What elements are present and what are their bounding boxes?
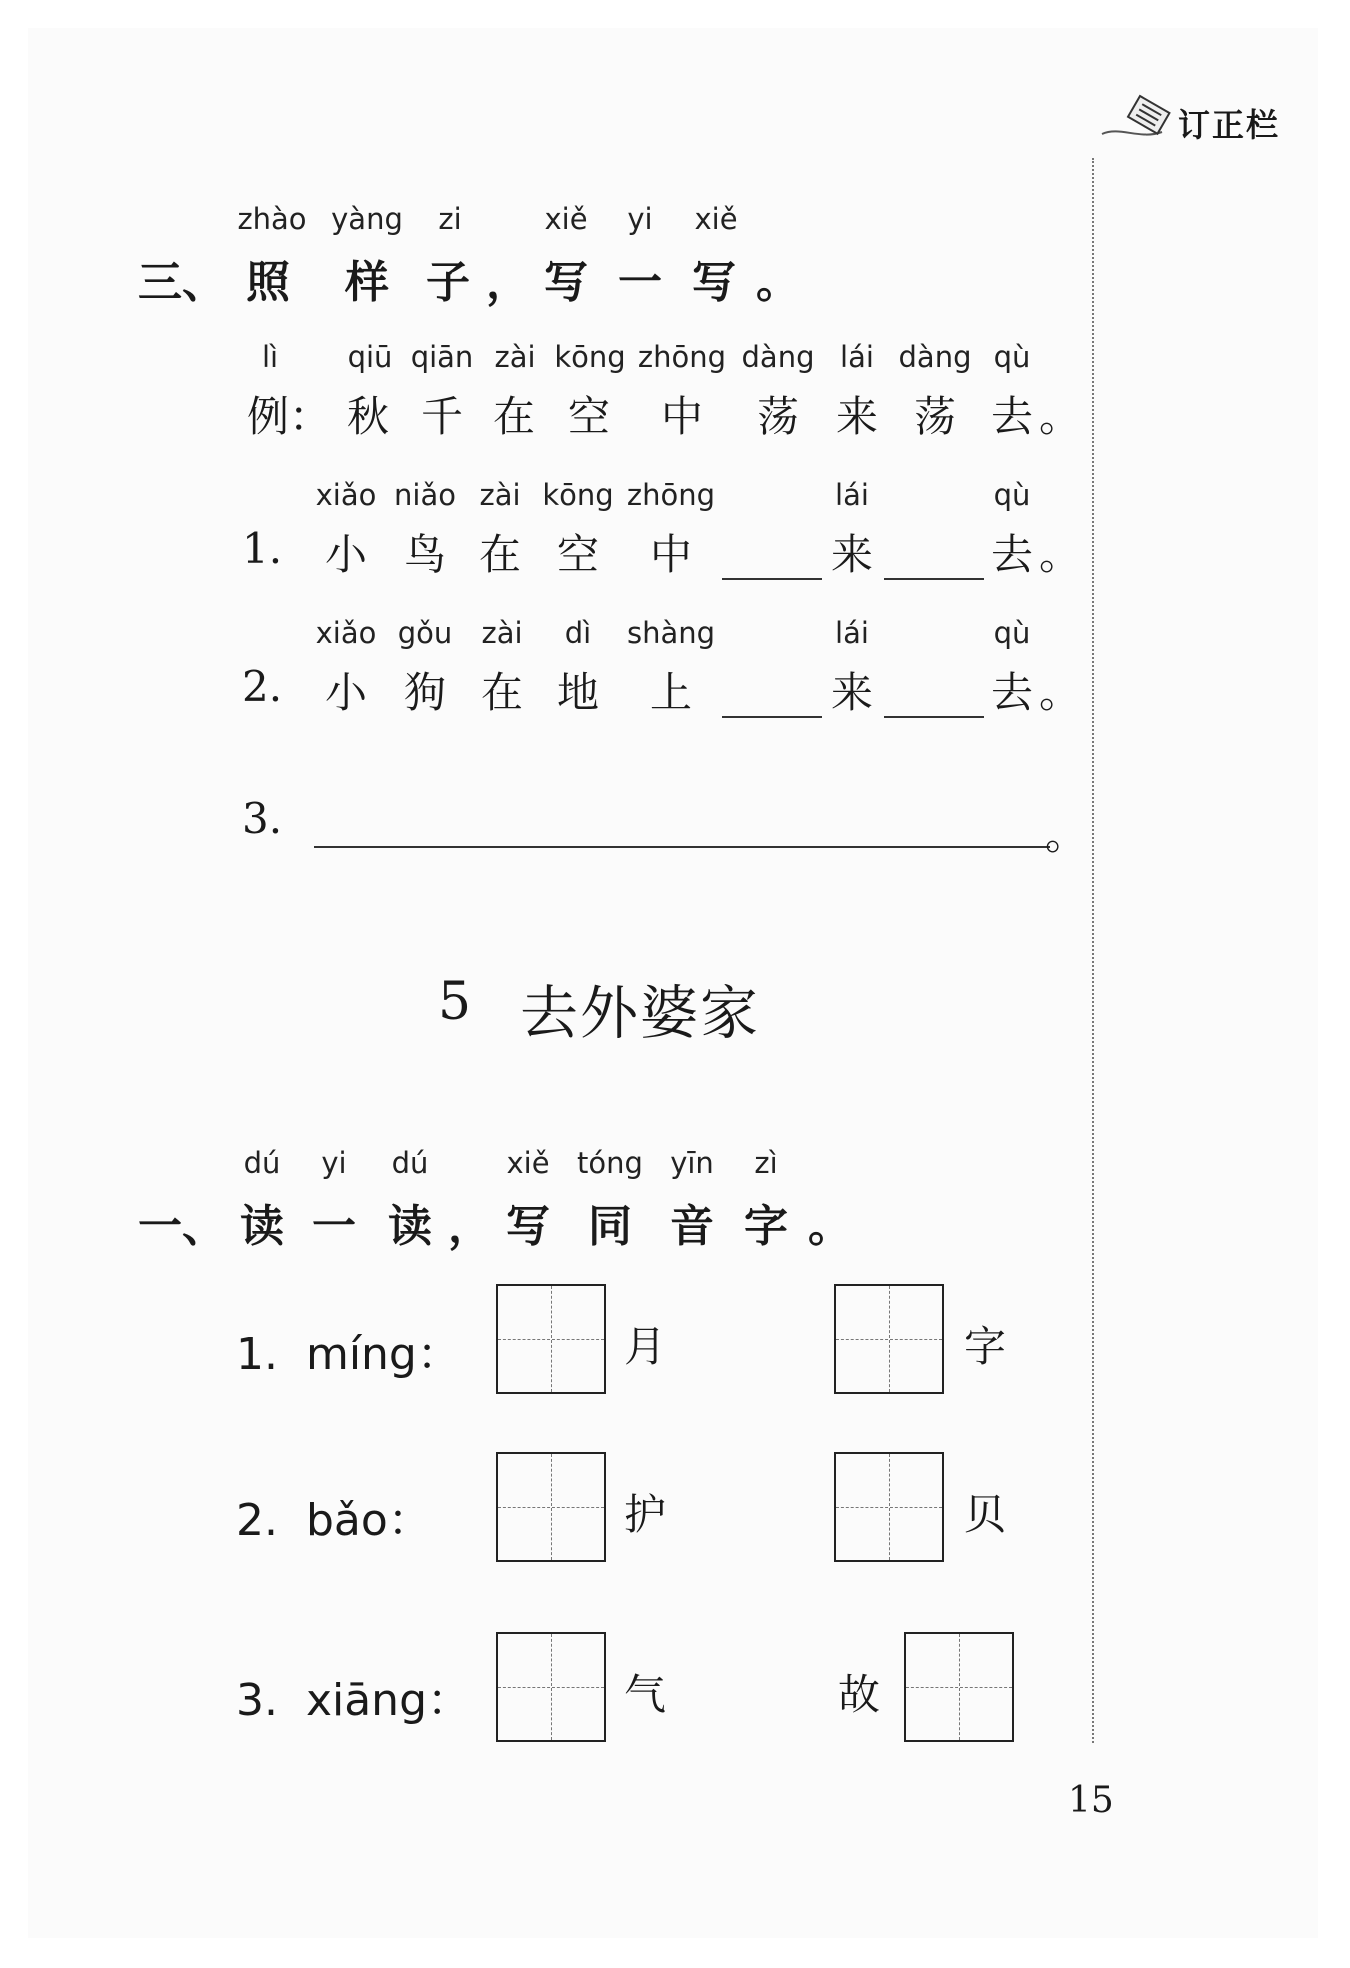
title-char: 写: [506, 1201, 550, 1252]
page-number: 15: [1068, 1780, 1114, 1821]
pinyin: qiān: [410, 340, 474, 374]
item-label: 1. míng：: [236, 1329, 461, 1380]
writing-grid[interactable]: [904, 1632, 1014, 1742]
item-number: 1.: [242, 524, 283, 573]
title-char: 。: [756, 257, 800, 308]
word-char: 气: [624, 1670, 667, 1719]
item-char: 小: [324, 668, 368, 717]
pinyin: zi: [438, 202, 462, 236]
pinyin: qiū: [347, 340, 393, 374]
item-char: 在: [478, 530, 522, 579]
lesson-number: 5: [438, 972, 472, 1032]
item-char: 地: [556, 668, 600, 717]
pinyin: kōng: [542, 478, 614, 512]
pinyin: xiǎo: [315, 616, 377, 650]
item-char: 鸟: [403, 530, 447, 579]
title-char: 照: [246, 257, 290, 308]
example-char: ：: [288, 392, 332, 441]
item-char: 狗: [403, 668, 447, 717]
example-char: 秋: [346, 392, 390, 441]
item-number: 2.: [242, 662, 283, 711]
pinyin: xiǎo: [315, 478, 377, 512]
pinyin: yàng: [331, 202, 403, 236]
correction-label: 订正栏: [1178, 106, 1281, 144]
lesson-title: 去外婆家: [520, 979, 761, 1047]
title-char: 字: [744, 1201, 788, 1252]
title-char: 三、: [138, 257, 226, 308]
example-char: 。: [1038, 392, 1082, 441]
answer-blank[interactable]: [722, 716, 822, 718]
pinyin: xiě: [694, 202, 738, 236]
pinyin: kōng: [554, 340, 626, 374]
writing-grid[interactable]: [834, 1284, 944, 1394]
answer-blank[interactable]: [884, 578, 984, 580]
pinyin: zhōng: [626, 478, 716, 512]
pinyin: zài: [481, 616, 523, 650]
pinyin: zài: [479, 478, 521, 512]
item-char: 来: [830, 530, 874, 579]
pinyin: xiě: [506, 1146, 550, 1180]
writing-grid[interactable]: [834, 1452, 944, 1562]
word-char: 故: [838, 1670, 881, 1719]
word-char: 月: [624, 1322, 667, 1371]
pinyin: yi: [627, 202, 653, 236]
pinyin: lái: [835, 616, 869, 650]
pinyin: dú: [391, 1146, 429, 1180]
pinyin: tóng: [577, 1146, 643, 1180]
correction-divider: [1092, 158, 1094, 1743]
answer-line[interactable]: [314, 846, 1050, 848]
word-char: 字: [964, 1322, 1007, 1371]
pinyin: xiě: [544, 202, 588, 236]
writing-grid[interactable]: [496, 1284, 606, 1394]
pinyin: niǎo: [394, 478, 456, 512]
item-char: 空: [556, 530, 600, 579]
title-char: 写: [544, 257, 588, 308]
answer-blank[interactable]: [884, 716, 984, 718]
item-char: 来: [830, 668, 874, 717]
item-char: 去: [990, 668, 1034, 717]
example-char: 例: [246, 392, 290, 441]
pinyin: yi: [321, 1146, 347, 1180]
eraser-icon: [1100, 90, 1190, 150]
answer-blank[interactable]: [722, 578, 822, 580]
pinyin: zhào: [237, 202, 307, 236]
title-char: 样: [345, 257, 389, 308]
title-char: 音: [670, 1201, 714, 1252]
item-end: 。: [1038, 668, 1082, 717]
example-char: 千: [420, 392, 464, 441]
example-char: 在: [492, 392, 536, 441]
item-char: 去: [990, 530, 1034, 579]
title-char: 写: [692, 257, 736, 308]
title-char: 一: [618, 257, 662, 308]
title-char: 一、: [138, 1201, 226, 1252]
pinyin: lái: [840, 340, 874, 374]
pinyin: yīn: [670, 1146, 714, 1180]
pinyin: zì: [754, 1146, 778, 1180]
title-char: 读: [240, 1201, 284, 1252]
word-char: 贝: [964, 1490, 1007, 1539]
writing-grid[interactable]: [496, 1452, 606, 1562]
section3-title-pinyin: [0, 202, 1090, 242]
pinyin: dú: [243, 1146, 281, 1180]
word-char: 护: [624, 1490, 667, 1539]
item-end: 。: [1044, 810, 1088, 859]
example-pinyin: [0, 340, 1090, 380]
title-char: 子: [426, 257, 470, 308]
example-char: 中: [660, 392, 704, 441]
pinyin: lái: [835, 478, 869, 512]
item-char: 在: [480, 668, 524, 717]
title-char: 。: [808, 1201, 852, 1252]
pinyin: qù: [993, 616, 1031, 650]
pinyin: qù: [993, 478, 1031, 512]
item-char: 小: [324, 530, 368, 579]
item-char: 上: [649, 668, 693, 717]
item-number: 3.: [242, 794, 283, 843]
title-char: 读: [388, 1201, 432, 1252]
title-char: ，: [486, 257, 530, 308]
example-char: 来: [835, 392, 879, 441]
example-char: 荡: [913, 392, 957, 441]
pinyin: lì: [261, 340, 279, 374]
correction-column-header: [1100, 90, 1320, 150]
item-char: 中: [649, 530, 693, 579]
pinyin: qù: [993, 340, 1031, 374]
item-label: 3. xiāng：: [236, 1675, 471, 1726]
pinyin: dàng: [898, 340, 972, 374]
item-label: 2. bǎo：: [236, 1495, 432, 1546]
title-char: 同: [588, 1201, 632, 1252]
title-char: ，: [448, 1201, 492, 1252]
example-char: 去: [990, 392, 1034, 441]
item1-pinyin: [0, 478, 1090, 518]
pinyin: dàng: [741, 340, 815, 374]
example-char: 空: [567, 392, 611, 441]
pinyin: dì: [564, 616, 592, 650]
title-char: 一: [312, 1201, 356, 1252]
pinyin: zài: [494, 340, 536, 374]
section1-title-pinyin: [0, 1146, 1090, 1186]
pinyin: shàng: [626, 616, 716, 650]
writing-grid[interactable]: [496, 1632, 606, 1742]
pinyin: zhōng: [637, 340, 727, 374]
item2-pinyin: [0, 616, 1090, 656]
item-end: 。: [1038, 530, 1082, 579]
pinyin: gǒu: [397, 616, 453, 650]
example-char: 荡: [756, 392, 800, 441]
